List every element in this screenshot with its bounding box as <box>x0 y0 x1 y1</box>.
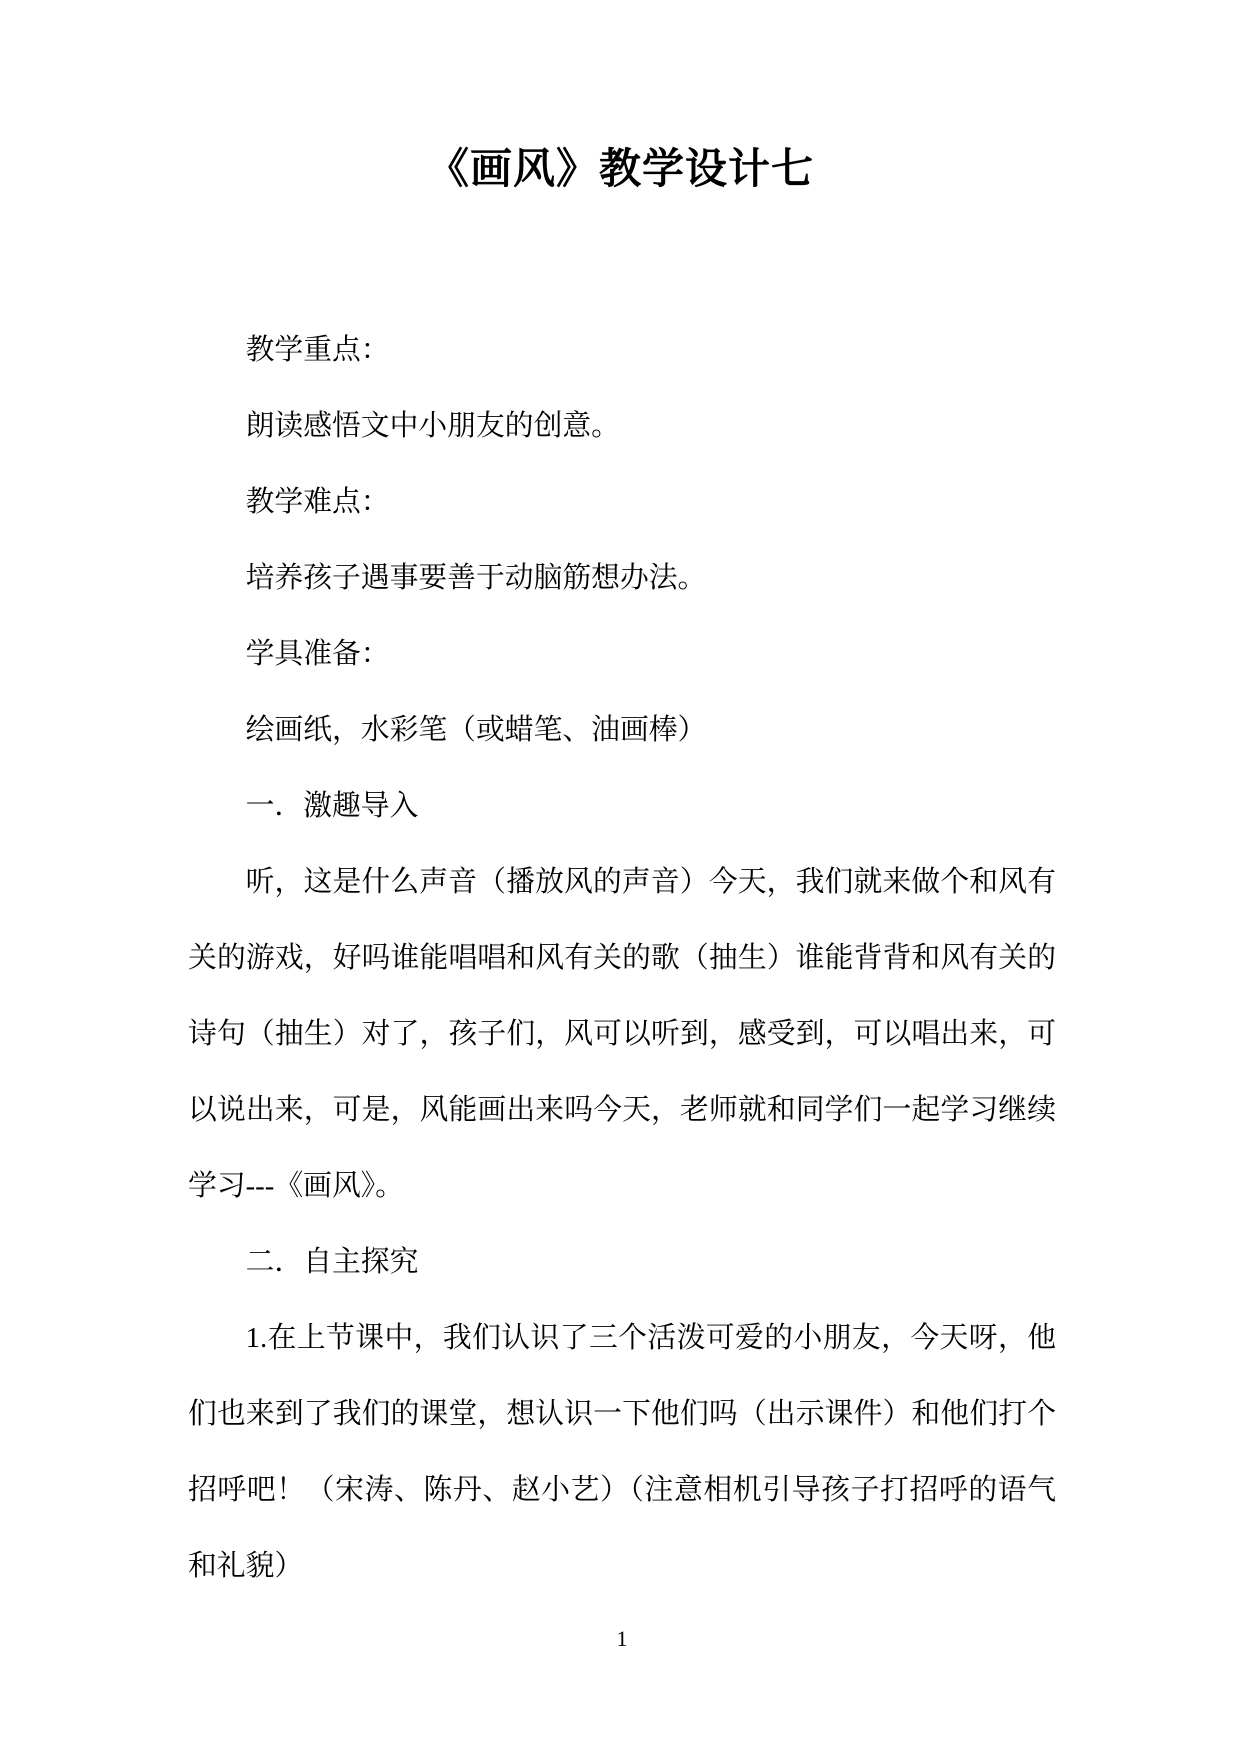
label-teaching-focus: 教学重点： <box>245 334 390 366</box>
label-learning-tools: 学具准备： <box>245 638 390 670</box>
label-teaching-difficulty: 教学难点： <box>245 486 390 518</box>
page-number: 1 <box>616 1626 628 1651</box>
paragraph-intro: 听，这是什么声音（播放风的声音）今天，我们就来做个和风有关的游戏，好吗谁能唱唱和风有关的歌（抽生）谁能背背和风有关的诗句（抽生）对了，孩子们，风可以听到，感受到，可以唱出来，可以说出来，可是，风能画出来吗今天，老师就和同学们一起学习继续学习---《画风》。 <box>188 866 1056 1202</box>
text-teaching-focus: 朗读感悟文中小朋友的创意。 <box>245 410 620 442</box>
document-body <box>188 312 1056 1604</box>
paragraph-exploration: 1.在上节课中，我们认识了三个活泼可爱的小朋友，今天呀，他们也来到了我们的课堂，想认识一下他们吗（出示课件）和他们打个招呼吧！（宋涛、陈丹、赵小艺）（注意相机引导孩子打招呼的语气和礼貌） <box>188 1322 1056 1582</box>
section-heading-intro: 一．激趣导入 <box>245 790 419 822</box>
text-teaching-difficulty: 培养孩子遇事要善于动脑筋想办法。 <box>245 562 707 594</box>
section-heading-exploration: 二．自主探究 <box>245 1246 419 1278</box>
document-title: 《画风》教学设计七 <box>426 147 814 193</box>
text-learning-tools: 绘画纸，水彩笔（或蜡笔、油画棒） <box>245 714 707 746</box>
